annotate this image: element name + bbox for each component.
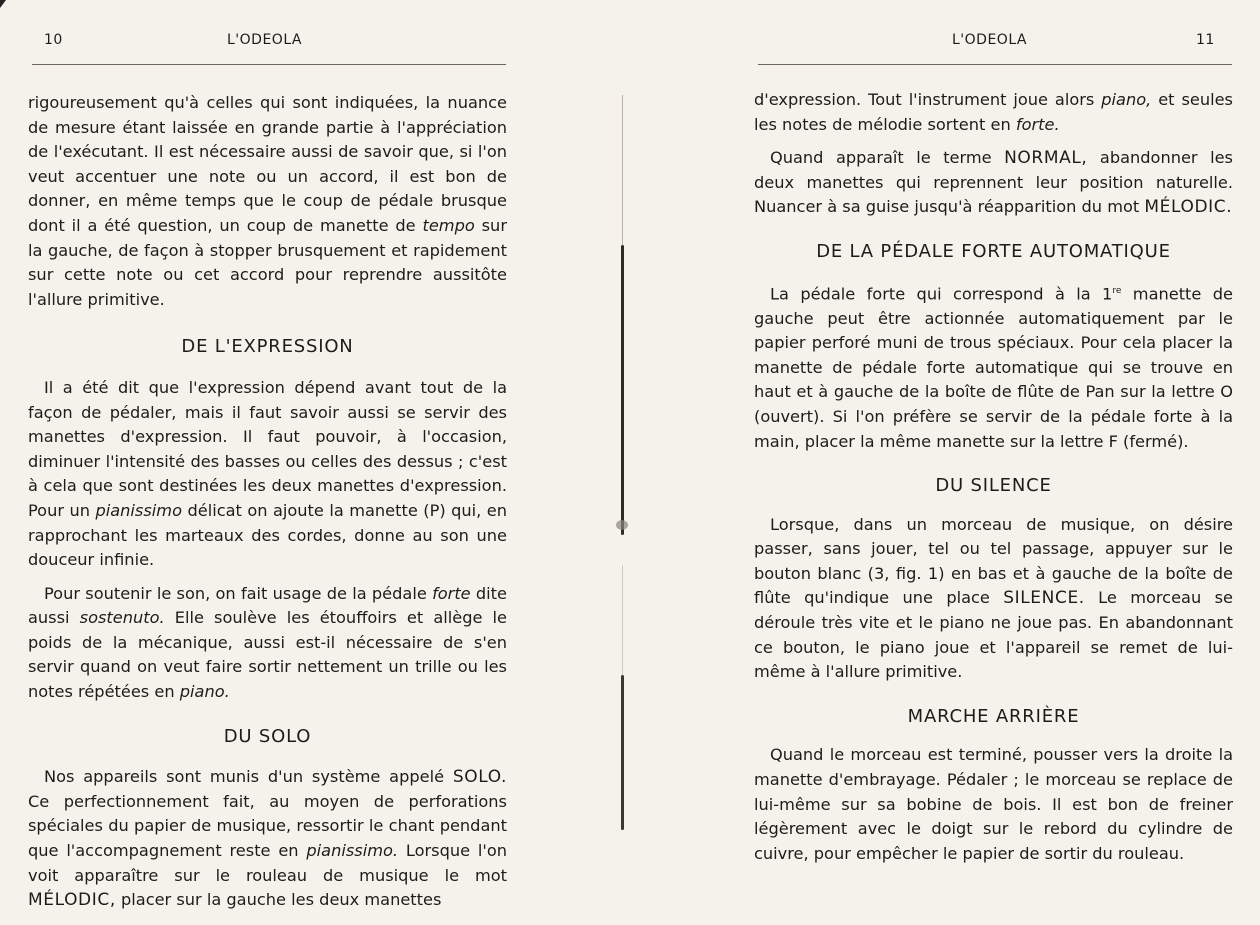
continuation-paragraph: d'expression. Tout l'instrument joue alors piano, et seules les notes de mélodie sortent en forte. bbox=[754, 90, 1233, 134]
section-heading-marche: MARCHE ARRIÈRE bbox=[907, 705, 1080, 727]
header-rule bbox=[32, 64, 506, 65]
section-heading-solo: DU SOLO bbox=[223, 725, 312, 747]
paragraph: Quand le morceau est terminé, pousser vers la droite la manette d'embrayage. Pédaler ; le morceau se replace de lui-même sur sa bobine de bois. Il est bon de freiner légèrement avec le doigt sur le rebord du cylindre de cuivre, pour empêcher le papier de sortir du rouleau. bbox=[754, 745, 1233, 863]
paragraph: La pédale forte qui correspond à la 1re manette de gauche peut être actionnée automatiquement par le papier perforé muni de trous spéciaux. Pour cela placer la manette de pédale forte automatique qui se trouve en haut et à gauche de la boîte de flûte de Pan sur la lettre O (ouvert). Si l'on préfère se servir de la pédale forte à la main, placer la même manette sur la lettre F (fermé). bbox=[754, 283, 1233, 451]
right-body bbox=[754, 88, 1233, 866]
running-title: L'ODEOLA bbox=[227, 32, 303, 48]
paragraph: Nos appareils sont munis d'un système appelé SOLO. Ce perfectionnement fait, au moyen de perforations spéciales du papier de musique, ressortir le chant pendant que l'accompagnement reste en pianissimo. Lorsque l'on voit apparaître sur le rouleau de musique le mot MÉLODIC, placer sur la gauche les deux manettes bbox=[28, 767, 507, 911]
section-heading-silence: DU SILENCE bbox=[935, 475, 1052, 497]
section-heading-pedale: DE LA PÉDALE FORTE AUTOMATIQUE bbox=[816, 240, 1171, 262]
left-page bbox=[0, 0, 600, 925]
paragraph: Quand apparaît le terme NORMAL, abandonner les deux manettes qui reprennent leur position naturelle. Nuancer à sa guise jusqu'à réapparition du mot MÉLODIC. bbox=[754, 148, 1233, 218]
running-title: L'ODEOLA bbox=[952, 32, 1028, 48]
section-heading-expression: DE L'EXPRESSION bbox=[181, 336, 354, 358]
header-rule bbox=[758, 64, 1232, 65]
continuation-paragraph: rigoureusement qu'à celles qui sont indiquées, la nuance de mesure étant laissée en grande partie à l'appréciation de l'exécutant. Il est nécessaire aussi de savoir que, si l'on veut accentuer une note ou un accord, il est bon de donner, en même temps que le coup de pédale brusque dont il a été question, un coup de manette de tempo sur la gauche, de façon à stopper brusquement et rapidement sur cette note ou cet accord pour reprendre aussitôte l'allure primitive. bbox=[28, 93, 507, 309]
paragraph: Il a été dit que l'expression dépend avant tout de la façon de pédaler, mais il faut savoir aussi se servir des manettes d'expression. Il faut pouvoir, à l'occasion, diminuer l'intensité des basses ou celles des dessus ; c'est à cela que sont destinées les deux manettes d'expression. Pour un pianissimo délicat on ajoute la manette (P) qui, en rapprochant les marteaux des cordes, donne au son une douceur infinie. bbox=[28, 377, 507, 570]
page-number: 10 bbox=[44, 32, 63, 48]
paragraph: Lorsque, dans un morceau de musique, on désire passer, sans jouer, tel ou tel passage, appuyer sur le bouton blanc (3, fig. 1) en bas et à gauche de la boîte de flûte qu'indique une place SILENCE. Le morceau se déroule très vite et le piano ne joue pas. En abandonnant ce bouton, le piano joue et l'appareil se remet de lui-même à l'allure primitive. bbox=[754, 514, 1233, 682]
left-body bbox=[28, 91, 507, 913]
right-page bbox=[640, 0, 1260, 925]
paragraph: Pour soutenir le son, on fait usage de la pédale forte dite aussi sostenuto. Elle soulève les étouffoirs et allège le poids de la mécanique, aussi est-il nécessaire de s'en servir quand on veut faire sortir nettement un trille ou les notes répétées en piano. bbox=[28, 583, 507, 702]
binding-thread bbox=[621, 95, 625, 835]
page-number: 11 bbox=[1196, 32, 1215, 48]
